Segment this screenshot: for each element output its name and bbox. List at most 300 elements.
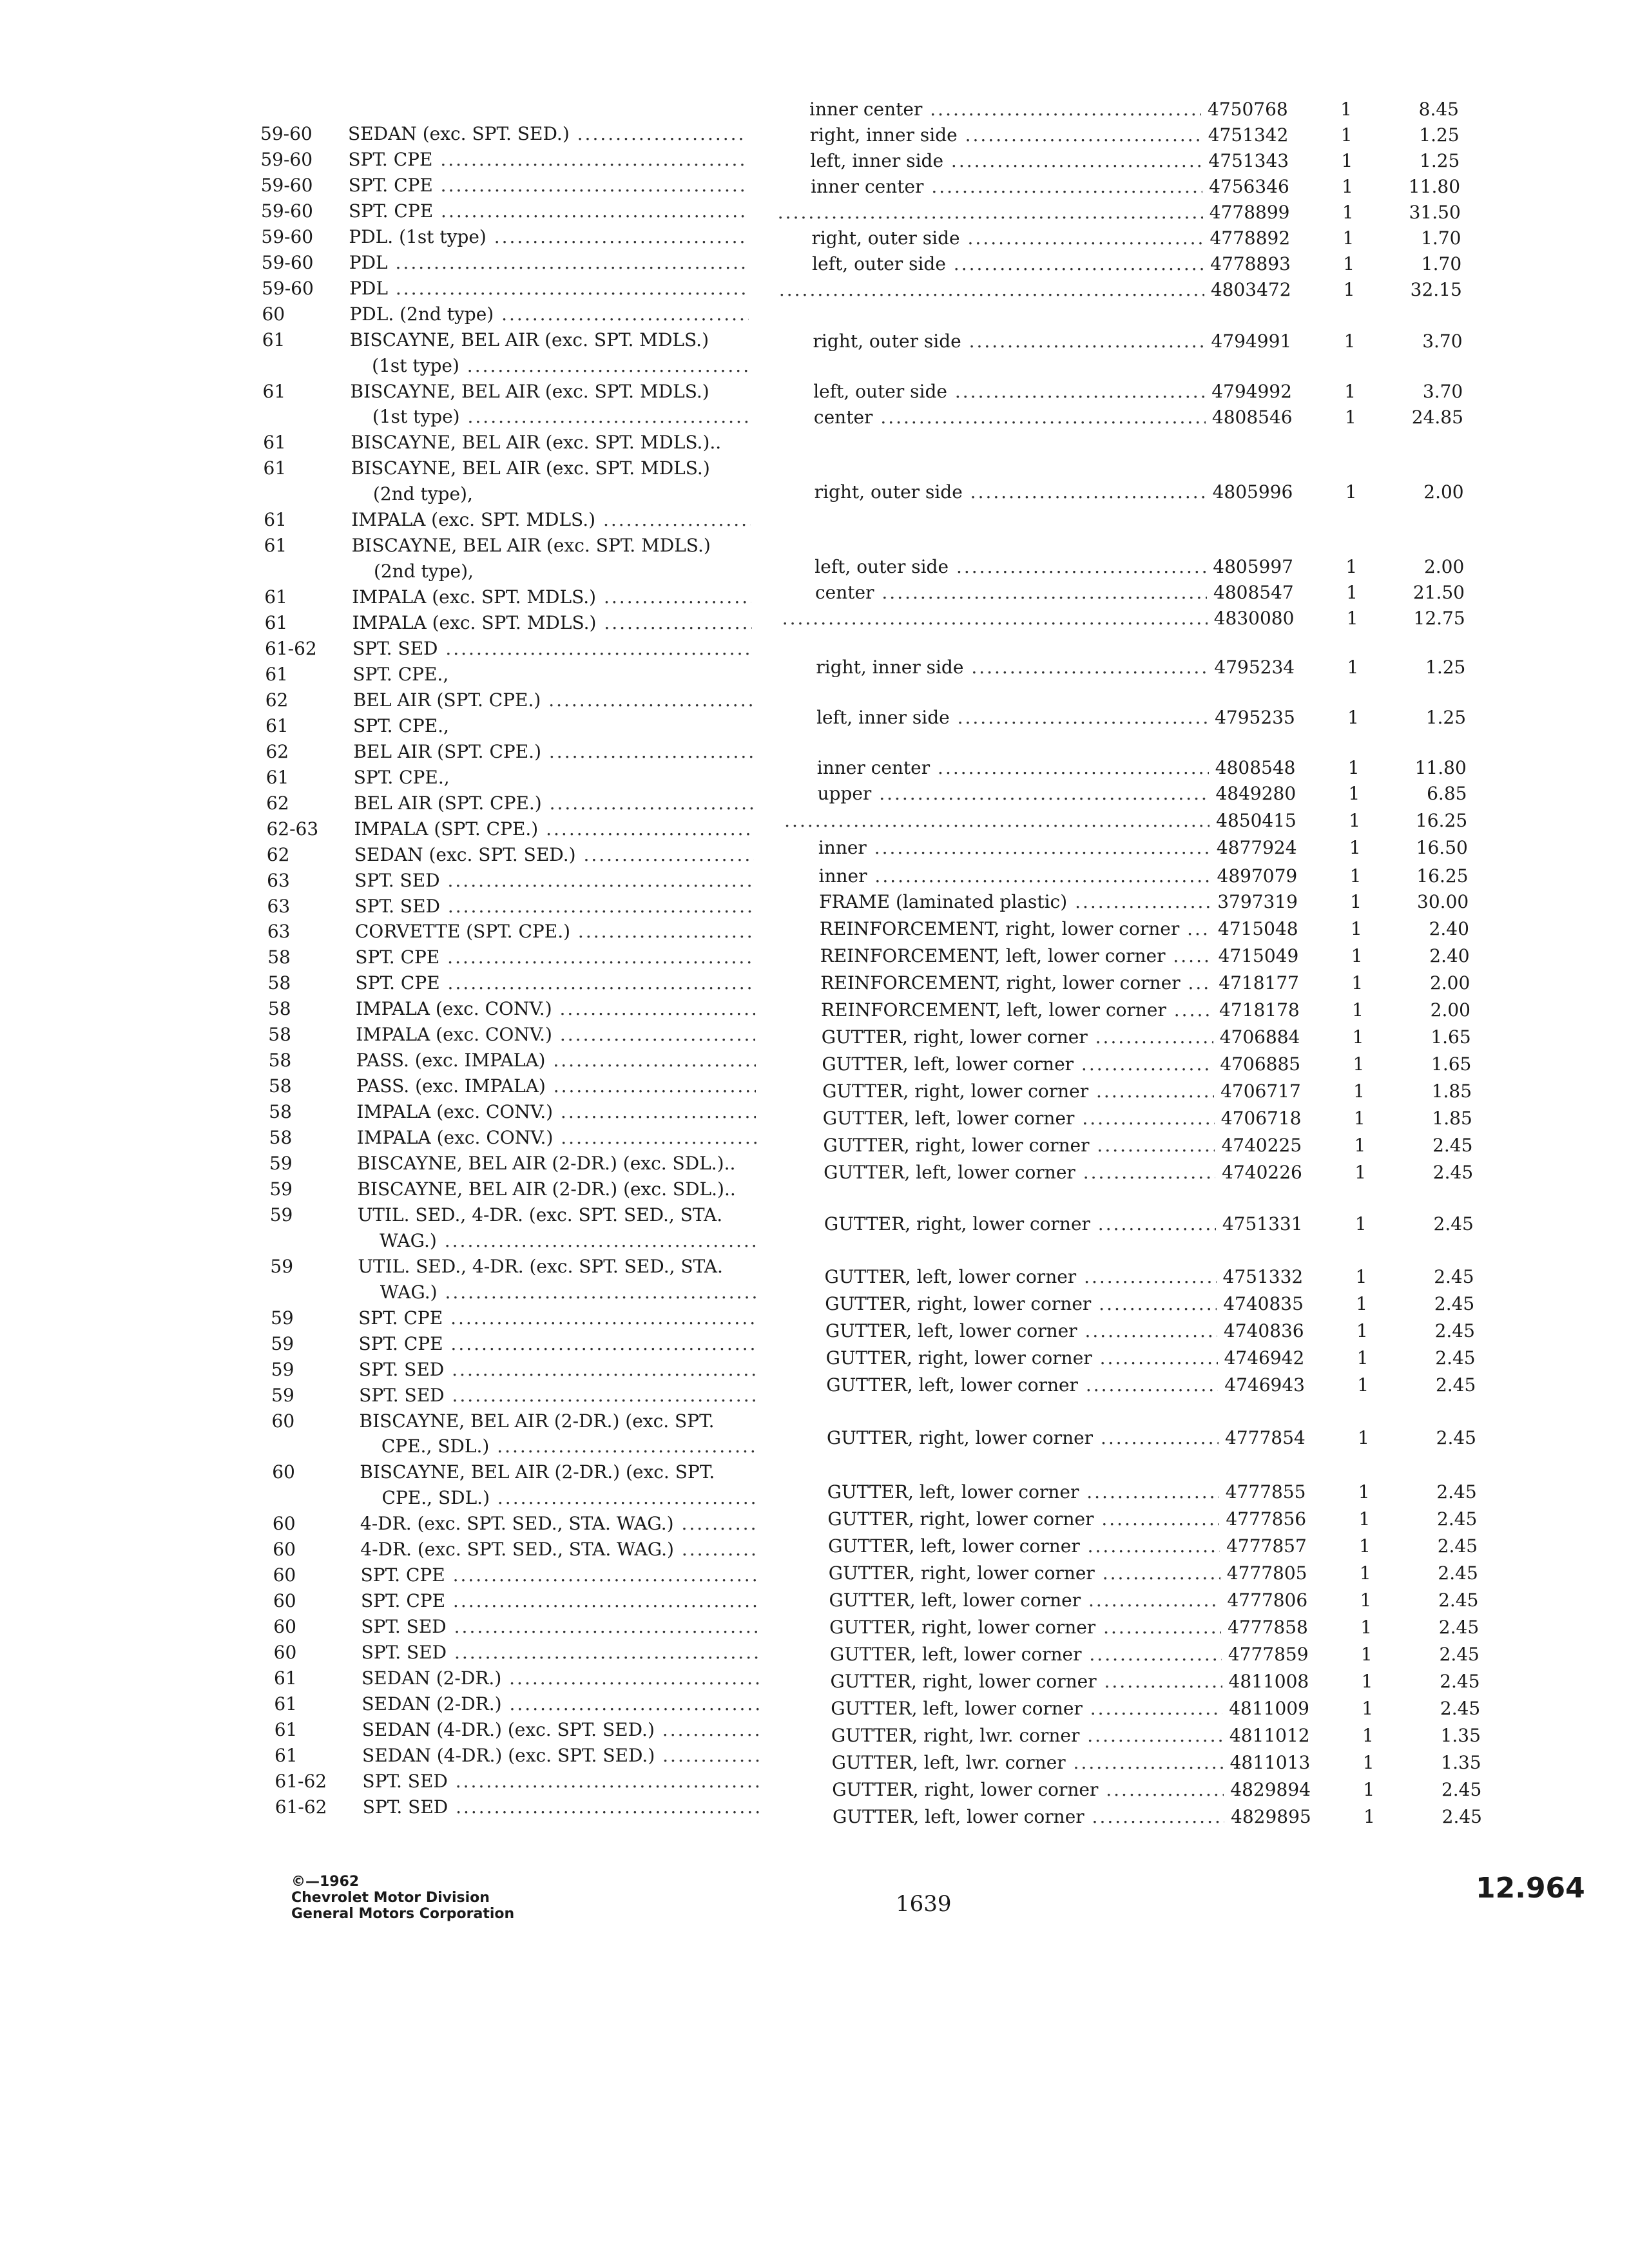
quantity: 1 xyxy=(1341,150,1353,171)
model-name: SPT. SED ..... xyxy=(354,867,754,895)
model-year: 58 xyxy=(268,1024,291,1046)
model-year: 59 xyxy=(270,1255,294,1277)
part-row xyxy=(793,1424,1483,1452)
part-number: 4777854 xyxy=(1225,1427,1306,1448)
model-name: SPT. SED ..... xyxy=(362,1767,762,1796)
quantity: 1 xyxy=(1353,1081,1365,1102)
part-number: 4795235 xyxy=(1215,707,1295,728)
part-row xyxy=(791,1210,1480,1238)
part-number: 4849280 xyxy=(1215,783,1296,804)
part-description: GUTTER, left, lower corner ..... xyxy=(825,1317,1217,1345)
part-description: inner center ..... xyxy=(809,95,1201,124)
part-description: GUTTER, left, lower corner ..... xyxy=(828,1532,1220,1561)
part-number: 4750768 xyxy=(1208,99,1288,120)
price: 16.50 xyxy=(1416,837,1468,858)
model-name: IMPALA (exc. CONV.) ..... xyxy=(357,1124,757,1152)
part-row xyxy=(786,915,1476,943)
part-row xyxy=(780,327,1469,356)
model-name: IMPALA (exc. CONV.) ..... xyxy=(356,995,755,1023)
model-name: BISCAYNE, BEL AIR (exc. SPT. MDLS.) xyxy=(351,535,711,557)
model-name: 4-DR. (exc. SPT. SED., STA. WAG.) ..... xyxy=(360,1535,760,1564)
part-row xyxy=(786,888,1475,916)
model-name: UTIL. SED., 4-DR. (exc. SPT. SED., STA. xyxy=(357,1204,723,1225)
part-description: inner center ..... xyxy=(811,173,1202,201)
model-year: 59-60 xyxy=(260,148,313,170)
model-name: BEL AIR (SPT. CPE.) ..... xyxy=(353,738,753,766)
part-description: GUTTER, right, lower corner ..... xyxy=(827,1505,1219,1533)
model-year: 61 xyxy=(264,586,287,608)
model-year: 61 xyxy=(263,457,287,479)
part-description: GUTTER, right, lower corner ..... xyxy=(831,1667,1222,1696)
model-year: 58 xyxy=(268,1050,292,1072)
model-year: 61-62 xyxy=(265,638,317,659)
part-description: left, outer side ..... xyxy=(813,378,1205,406)
part-row xyxy=(788,1023,1478,1052)
price: 11.80 xyxy=(1414,757,1467,778)
part-number: 4718178 xyxy=(1219,999,1300,1021)
quantity: 1 xyxy=(1356,1293,1368,1314)
quantity: 1 xyxy=(1354,1213,1367,1235)
quantity: 1 xyxy=(1352,1026,1364,1048)
part-description: GUTTER, left, lower corner ..... xyxy=(824,1158,1215,1187)
part-row xyxy=(782,579,1471,607)
part-description: REINFORCEMENT, left, lower corner ..... xyxy=(820,942,1212,970)
price: 2.45 xyxy=(1441,1806,1482,1827)
model-year: 59-60 xyxy=(261,251,314,273)
price: 2.45 xyxy=(1432,1162,1474,1183)
quantity: 1 xyxy=(1344,331,1356,352)
part-number: 4794991 xyxy=(1211,331,1292,352)
price: 1.65 xyxy=(1431,1026,1471,1048)
part-row xyxy=(787,969,1476,997)
quantity: 1 xyxy=(1362,1725,1374,1746)
model-name: CORVETTE (SPT. CPE.) ..... xyxy=(355,918,755,946)
model-year: 58 xyxy=(269,1101,292,1123)
model-year: 61 xyxy=(265,663,288,685)
price: 1.25 xyxy=(1425,657,1466,678)
price: 2.45 xyxy=(1437,1508,1478,1530)
price: 2.45 xyxy=(1437,1535,1478,1557)
model-year: 61 xyxy=(264,535,287,557)
part-number: 4740226 xyxy=(1222,1162,1302,1183)
model-year: 59-60 xyxy=(261,200,313,222)
price: 21.50 xyxy=(1412,582,1465,603)
part-number: 4756346 xyxy=(1209,176,1289,197)
part-description: GUTTER, right, lower corner ..... xyxy=(822,1077,1214,1106)
model-name: BISCAYNE, BEL AIR (exc. SPT. MDLS.) xyxy=(349,329,709,351)
part-row xyxy=(789,1131,1479,1160)
part-description: GUTTER, left, lwr. corner ..... xyxy=(832,1749,1224,1777)
quantity: 1 xyxy=(1358,1508,1371,1530)
part-number: 4715048 xyxy=(1217,918,1298,939)
model-name: 4-DR. (exc. SPT. SED., STA. WAG.) ..... xyxy=(360,1510,760,1538)
model-year: 63 xyxy=(267,869,290,891)
quantity: 1 xyxy=(1354,1162,1367,1183)
model-name: PDL ..... xyxy=(349,249,749,277)
price: 1.35 xyxy=(1441,1752,1481,1773)
quantity: 1 xyxy=(1349,810,1361,831)
part-number: 4795234 xyxy=(1214,657,1295,678)
quantity: 1 xyxy=(1362,1752,1374,1773)
price: 16.25 xyxy=(1415,810,1468,831)
model-name: SPT. CPE ..... xyxy=(358,1330,758,1358)
quantity: 1 xyxy=(1342,202,1354,223)
model-name: WAG.) ..... xyxy=(380,1278,758,1307)
part-description: upper ..... xyxy=(817,780,1209,808)
part-row xyxy=(790,1158,1480,1187)
model-year: 62 xyxy=(265,740,289,762)
model-name: IMPALA (exc. CONV.) ..... xyxy=(356,1098,756,1126)
part-number: 4777855 xyxy=(1225,1481,1306,1503)
part-row xyxy=(798,1749,1488,1777)
model-year: 61 xyxy=(262,329,285,351)
part-number: 4751332 xyxy=(1222,1266,1304,1287)
part-description: left, inner side ..... xyxy=(816,704,1208,732)
price: 2.45 xyxy=(1435,1374,1476,1396)
part-number: 4805996 xyxy=(1212,481,1293,503)
model-name: SEDAN (2-DR.) ..... xyxy=(361,1690,761,1718)
quantity: 1 xyxy=(1364,1806,1375,1827)
part-description xyxy=(779,276,1204,304)
part-description: right, outer side ..... xyxy=(813,327,1205,356)
model-year: 60 xyxy=(273,1564,296,1586)
model-year: 61 xyxy=(274,1693,297,1715)
price: 11.80 xyxy=(1408,176,1461,197)
quantity: 1 xyxy=(1361,1671,1373,1692)
quantity: 1 xyxy=(1349,865,1362,887)
division-name: Chevrolet Motor Division xyxy=(291,1890,490,1906)
part-description: GUTTER, left, lower corner ..... xyxy=(830,1640,1222,1669)
part-number: 4778893 xyxy=(1210,253,1291,274)
model-year: 59-60 xyxy=(262,277,314,299)
model-name: (1st type) ..... xyxy=(372,352,749,380)
price: 2.45 xyxy=(1440,1671,1480,1692)
model-year: 61-62 xyxy=(275,1796,327,1818)
model-name: IMPALA (exc. SPT. MDLS.) ..... xyxy=(352,583,751,611)
price: 2.45 xyxy=(1438,1590,1479,1611)
model-name: SPT. CPE ..... xyxy=(361,1561,760,1590)
part-row xyxy=(787,996,1477,1024)
part-description xyxy=(784,807,1210,835)
quantity: 1 xyxy=(1360,1590,1372,1611)
part-row xyxy=(797,1695,1487,1723)
model-name: SPT. CPE ..... xyxy=(355,943,755,972)
part-number: 4777856 xyxy=(1226,1508,1307,1530)
quantity: 1 xyxy=(1342,176,1353,197)
part-number: 4829894 xyxy=(1230,1779,1311,1800)
part-description: GUTTER, right, lower corner ..... xyxy=(822,1023,1213,1052)
model-name: (2nd type), xyxy=(373,561,474,582)
part-row xyxy=(787,942,1476,970)
part-number: 4746943 xyxy=(1224,1374,1305,1396)
model-name: SPT. SED ..... xyxy=(359,1356,758,1384)
model-name: (1st type) ..... xyxy=(372,403,750,431)
price: 2.45 xyxy=(1439,1644,1480,1665)
part-number: 4740225 xyxy=(1221,1135,1302,1156)
price: 30.00 xyxy=(1417,891,1469,912)
model-year: 60 xyxy=(272,1461,295,1483)
part-number: 4706884 xyxy=(1219,1026,1300,1048)
price: 12.75 xyxy=(1413,608,1465,629)
quantity: 1 xyxy=(1362,1698,1374,1719)
section-number: 12.964 xyxy=(1476,1872,1585,1905)
part-number: 4811013 xyxy=(1229,1752,1311,1773)
part-row xyxy=(791,1263,1481,1291)
quantity: 1 xyxy=(1363,1779,1375,1800)
price: 1.85 xyxy=(1431,1081,1472,1102)
part-number: 4715049 xyxy=(1218,945,1299,966)
model-name: SEDAN (4-DR.) (exc. SPT. SED.) ..... xyxy=(362,1742,762,1770)
price: 16.25 xyxy=(1416,865,1469,887)
part-description: left, inner side ..... xyxy=(810,147,1202,175)
model-name: SPT. SED ..... xyxy=(363,1793,762,1821)
model-year: 59 xyxy=(271,1332,294,1354)
part-number: 4706717 xyxy=(1220,1081,1301,1102)
model-name: SPT. CPE ..... xyxy=(349,197,748,226)
part-description: GUTTER, left, lower corner ..... xyxy=(823,1104,1215,1133)
price: 24.85 xyxy=(1411,407,1463,428)
part-number: 4777806 xyxy=(1227,1590,1308,1611)
model-name: BISCAYNE, BEL AIR (2-DR.) (exc. SPT. xyxy=(360,1461,715,1483)
quantity: 1 xyxy=(1360,1644,1373,1665)
price: 2.45 xyxy=(1438,1562,1478,1584)
model-year: 61-62 xyxy=(275,1770,327,1792)
part-description: REINFORCEMENT, left, lower corner ..... xyxy=(821,996,1213,1024)
part-description: GUTTER, left, lower corner ..... xyxy=(833,1803,1224,1831)
model-name: SEDAN (exc. SPT. SED.) ..... xyxy=(354,841,754,869)
model-name: SPT. CPE., xyxy=(353,715,449,736)
quantity: 1 xyxy=(1340,99,1352,120)
model-year: 59-60 xyxy=(260,123,313,144)
part-description xyxy=(782,604,1208,633)
price: 2.45 xyxy=(1436,1481,1477,1503)
model-name: UTIL. SED., 4-DR. (exc. SPT. SED., STA. xyxy=(358,1255,723,1277)
price: 31.50 xyxy=(1409,202,1461,223)
quantity: 1 xyxy=(1351,945,1363,966)
part-number: 4706885 xyxy=(1220,1053,1301,1075)
price: 3.70 xyxy=(1422,331,1463,352)
part-row xyxy=(796,1640,1486,1669)
model-name: PASS. (exc. IMPALA) ..... xyxy=(356,1072,756,1100)
quantity: 1 xyxy=(1358,1427,1369,1448)
model-year: 59 xyxy=(271,1358,294,1380)
part-row xyxy=(785,834,1474,862)
model-year: 61 xyxy=(274,1667,297,1689)
part-description: GUTTER, left, lower corner ..... xyxy=(822,1050,1213,1079)
part-description: GUTTER, right, lower corner ..... xyxy=(827,1424,1219,1452)
price: 1.70 xyxy=(1421,227,1461,249)
price: 2.00 xyxy=(1429,972,1470,994)
quantity: 1 xyxy=(1354,1135,1366,1156)
part-row xyxy=(780,403,1470,432)
part-number: 4811008 xyxy=(1228,1671,1309,1692)
part-row xyxy=(778,198,1467,227)
model-year: 59-60 xyxy=(261,226,314,247)
part-row xyxy=(789,1104,1479,1133)
model-year: 58 xyxy=(267,972,291,994)
part-description: right, outer side ..... xyxy=(815,478,1206,506)
part-description: GUTTER, right, lower corner ..... xyxy=(826,1344,1218,1372)
model-year: 59 xyxy=(269,1153,293,1174)
part-row xyxy=(792,1317,1481,1345)
model-year: 58 xyxy=(268,1075,292,1097)
model-year: 62 xyxy=(266,792,289,814)
quantity: 1 xyxy=(1357,1374,1369,1396)
quantity: 1 xyxy=(1345,556,1358,577)
price: 1.25 xyxy=(1425,707,1467,728)
quantity: 1 xyxy=(1359,1535,1371,1557)
part-row xyxy=(784,780,1473,808)
model-name: BEL AIR (SPT. CPE.) ..... xyxy=(354,789,753,818)
part-description: right, inner side ..... xyxy=(810,121,1202,149)
part-row xyxy=(776,147,1466,175)
price: 2.00 xyxy=(1430,999,1470,1021)
part-row xyxy=(789,1077,1478,1106)
quantity: 1 xyxy=(1348,783,1360,804)
part-description: GUTTER, left, lower corner ..... xyxy=(827,1478,1219,1506)
part-description: GUTTER, right, lwr. corner ..... xyxy=(831,1722,1223,1750)
model-name: BISCAYNE, BEL AIR (exc. SPT. MDLS.).. xyxy=(351,432,722,454)
part-row xyxy=(794,1478,1483,1506)
part-row xyxy=(784,807,1474,835)
quantity: 1 xyxy=(1356,1347,1369,1369)
model-name: BISCAYNE, BEL AIR (exc. SPT. MDLS.) xyxy=(351,457,710,479)
model-name: SPT. CPE., xyxy=(352,663,449,685)
quantity: 1 xyxy=(1345,481,1357,503)
quantity: 1 xyxy=(1346,582,1358,603)
price: 3.70 xyxy=(1422,381,1463,402)
model-name: IMPALA (exc. SPT. MDLS.) ..... xyxy=(352,609,752,637)
model-year: 60 xyxy=(272,1513,296,1535)
model-name: SEDAN (exc. SPT. SED.) ..... xyxy=(348,120,747,148)
part-number: 4803472 xyxy=(1210,279,1291,300)
model-name: (2nd type), xyxy=(372,483,473,505)
part-description: left, outer side ..... xyxy=(815,553,1206,581)
part-row xyxy=(794,1505,1483,1533)
part-number: 4751342 xyxy=(1208,124,1289,146)
part-number: 4751343 xyxy=(1208,150,1289,171)
quantity: 1 xyxy=(1343,253,1355,274)
part-description: GUTTER, left, lower corner ..... xyxy=(831,1695,1222,1723)
quantity: 1 xyxy=(1359,1562,1371,1584)
quantity: 1 xyxy=(1350,891,1362,912)
part-number: 4746942 xyxy=(1224,1347,1305,1369)
quantity: 1 xyxy=(1353,1108,1365,1129)
corporation-name: General Motors Corporation xyxy=(291,1906,515,1922)
model-name: SPT. CPE., xyxy=(353,766,450,788)
part-number: 4811012 xyxy=(1229,1725,1310,1746)
part-row xyxy=(795,1559,1485,1588)
part-description: center ..... xyxy=(815,579,1207,607)
model-year: 60 xyxy=(273,1616,296,1638)
price: 2.00 xyxy=(1423,556,1465,577)
part-row xyxy=(778,224,1467,253)
price: 1.25 xyxy=(1420,150,1460,171)
model-year: 59 xyxy=(269,1178,293,1200)
price: 2.45 xyxy=(1433,1213,1474,1235)
copyright-block xyxy=(291,1874,514,1922)
model-name: IMPALA (SPT. CPE.) ..... xyxy=(354,815,753,843)
quantity: 1 xyxy=(1356,1320,1368,1341)
part-row xyxy=(791,1290,1481,1318)
quantity: 1 xyxy=(1347,707,1359,728)
part-description: GUTTER, right, lower corner ..... xyxy=(829,1559,1220,1588)
model-name: SEDAN (4-DR.) (exc. SPT. SED.) ..... xyxy=(362,1716,762,1744)
part-description: GUTTER, right, lower corner ..... xyxy=(829,1613,1221,1642)
price: 2.45 xyxy=(1436,1427,1476,1448)
model-year: 61 xyxy=(265,766,289,788)
part-row xyxy=(776,121,1466,149)
model-year: 63 xyxy=(267,895,291,917)
part-row xyxy=(777,173,1467,201)
part-number: 4829895 xyxy=(1231,1806,1311,1827)
model-year: 62 xyxy=(265,689,289,711)
part-number: 4777805 xyxy=(1226,1562,1307,1584)
part-row xyxy=(781,553,1470,581)
part-description: GUTTER, right, lower corner ..... xyxy=(825,1290,1217,1318)
model-name: SPT. CPE ..... xyxy=(356,969,755,997)
part-description: left, outer side ..... xyxy=(812,250,1204,278)
quantity: 1 xyxy=(1346,608,1358,629)
part-number: 4777858 xyxy=(1228,1617,1308,1638)
quantity: 1 xyxy=(1360,1617,1373,1638)
page-number: 1639 xyxy=(896,1891,952,1917)
part-row xyxy=(776,95,1465,124)
price: 6.85 xyxy=(1427,783,1467,804)
model-name: BISCAYNE, BEL AIR (2-DR.) (exc. SDL.).. xyxy=(357,1153,736,1174)
part-row xyxy=(797,1667,1487,1696)
model-year: 59-60 xyxy=(260,174,313,196)
model-year: 61 xyxy=(275,1744,298,1766)
model-name: CPE., SDL.) ..... xyxy=(382,1484,760,1512)
model-name: BISCAYNE, BEL AIR (2-DR.) (exc. SDL.).. xyxy=(357,1178,736,1200)
model-year: 60 xyxy=(273,1590,296,1612)
model-year: 59 xyxy=(271,1307,294,1329)
part-row xyxy=(781,478,1470,506)
part-number: 4740835 xyxy=(1223,1293,1304,1314)
model-name: SEDAN (2-DR.) ..... xyxy=(361,1664,761,1693)
quantity: 1 xyxy=(1355,1266,1367,1287)
price: 2.45 xyxy=(1434,1320,1475,1341)
part-description: inner ..... xyxy=(818,834,1210,862)
part-number: 4897079 xyxy=(1217,865,1298,887)
part-description: right, inner side ..... xyxy=(816,653,1208,682)
part-row xyxy=(778,250,1468,278)
part-number: 4808548 xyxy=(1215,757,1296,778)
part-number: 4850415 xyxy=(1216,810,1296,831)
model-name: CPE., SDL.) ..... xyxy=(381,1432,759,1461)
part-number: 4877924 xyxy=(1216,837,1297,858)
model-name: SPT. CPE ..... xyxy=(349,171,748,200)
model-year: 59 xyxy=(271,1384,294,1406)
model-year: 62-63 xyxy=(266,818,319,840)
model-year: 61 xyxy=(264,509,287,531)
model-name: SPT. SED ..... xyxy=(361,1639,761,1667)
part-number: 4830080 xyxy=(1213,608,1295,629)
price: 8.45 xyxy=(1418,99,1459,120)
part-number: 4778899 xyxy=(1209,202,1290,223)
model-year: 60 xyxy=(273,1539,296,1561)
price: 2.40 xyxy=(1429,945,1470,966)
price: 1.25 xyxy=(1419,124,1460,146)
model-name: SPT. SED ..... xyxy=(361,1613,760,1641)
part-description: GUTTER, left, lower corner ..... xyxy=(826,1371,1218,1399)
part-number: 3797319 xyxy=(1217,891,1298,912)
part-row xyxy=(799,1803,1489,1831)
part-description: REINFORCEMENT, right, lower corner ..... xyxy=(820,915,1211,943)
model-name: PDL. (1st type) ..... xyxy=(349,223,748,251)
part-row xyxy=(795,1586,1485,1615)
